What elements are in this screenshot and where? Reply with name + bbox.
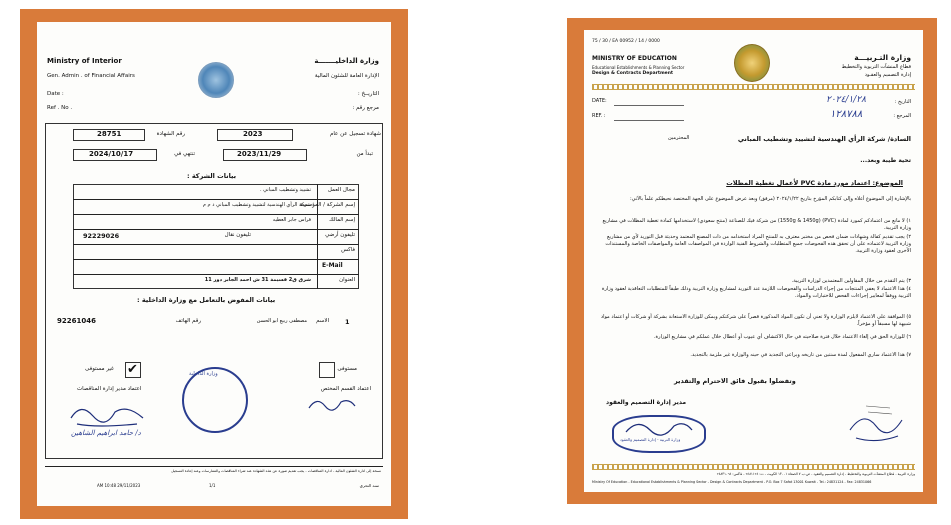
company-row-label: E-Mail <box>322 262 343 269</box>
date-label: DATE: <box>592 98 607 104</box>
en-dept: Design & Contracts Department <box>592 71 674 76</box>
company-row-rule <box>73 199 359 200</box>
footer-arabic: وزارة التربية - قطاع المنشآت التربوية والتخطيط - إدارة التصميم والعقود - ص.ب ٧ الصفاة ١٣٠٠١ الكويت - ت: ٢٤٨١١٢٤ - فاكس: ٢٤٨٣١٠٦٤ <box>716 472 915 476</box>
check-mark-icon: ✔ <box>127 362 138 377</box>
footer-page: 1/1 <box>209 483 216 488</box>
stamp-text: وزارة الداخلية <box>189 371 218 377</box>
signature-dept <box>307 394 357 414</box>
company-row-label: فاكس <box>341 247 355 253</box>
company-row-rule <box>73 274 359 275</box>
cert-number-value: 28751 <box>97 130 122 138</box>
compliant-checkbox[interactable] <box>319 362 335 378</box>
point-item: ٣) يتم التقدم من خلال المقاولين المعتمدين لوزارة التربية. <box>791 278 911 284</box>
company-row-label: مجال العمل <box>327 187 355 193</box>
signature-initials <box>846 400 906 450</box>
ar-sector: قطاع المنشآت التربوية والتخطيط <box>841 64 911 70</box>
point-item: ١) لا مانع من اعتمادكم كمورد لمادة (PVC) (1550g & 1450g) من شركة فيك للصناعة (منتج سعودي) لاستخدامها كمادة تغطية المظلات في مشاريع وزارة التربية. <box>602 218 911 231</box>
point-item: ٦) للوزارة الحق في إلغاء الاعتماد خلال فترة صلاحيته في حال الاكتشاف أي عيوب أو أعطال خلال عملكم في مشاريع الوزارة. <box>653 334 911 340</box>
footer-rule <box>45 466 383 467</box>
cert-start-date: 2023/11/29 <box>237 150 282 158</box>
delegate-index: 1 <box>345 318 350 326</box>
company-row-rule <box>73 214 359 215</box>
noncompliant-label: غير مستوفى <box>85 366 114 372</box>
company-row-label: إسم الشركة / المؤسسة <box>299 202 355 208</box>
approval-tenders-label: اعتماد مدير إدارة المناقصات <box>77 386 142 392</box>
ar-ref-label: المرجع : <box>893 113 911 119</box>
cert-start-label: تبدأ من <box>356 151 373 157</box>
signature-director <box>624 416 694 438</box>
footer-time: AM 10:48 29/11/2023 <box>97 483 141 488</box>
footer-right: سند التحري <box>359 483 379 488</box>
point-item: ٥) الموافقة على الاعتماد لايلزم الوزارة ولا تعني أن تكون المواد المذكورة قصراً على شركتكم ويمكن للوزارة الاستعانة بشركة أو شركات أو اعتماد مواد شبيهة لها مسبقاً أو مؤخراً. <box>600 314 911 327</box>
respected-label: المحترمين <box>668 135 690 141</box>
delegate-phone: 92261046 <box>57 317 96 325</box>
company-row-rule <box>73 229 359 230</box>
company-row-rule <box>73 259 359 260</box>
company-row-value: فراس جابر العطيه <box>272 217 311 223</box>
point-item: ٢) يجب تقديم كفالة وشهادات ضمان فحص من مختبر معترف به للمنتج المراد استخدامه من ذات المصنع المعتمد وحديثة قبل التوريد لأي من مشاريع وزارة التربية لاعتماده على أن تحقق هذه الفحوصات جميع المتطلبات والشروط الفنية الواردة في المواصفات العامة والمواصفات الخاصة والمستندات الأخرى لعقود وزارة التربية. <box>605 234 911 254</box>
subject-line: الموضوع: اعتماد مورد مادة PVC لأعمال تغطية المظلات <box>726 179 903 187</box>
delegate-phone-label: رقم الهاتف <box>175 318 201 324</box>
kuwait-emblem-icon <box>734 44 770 82</box>
top-reference: 75 / 30 / EA 00952 / 14 / 0000 <box>592 39 660 44</box>
company-row-value: شرق ق2 قسيمة 31 ش احمد الجابر دور 11 <box>204 277 311 283</box>
cert-year-label: شهادة تسجيل عن عام <box>329 131 381 137</box>
company-row-label: العنوان <box>339 277 355 283</box>
ref-label: REF. : <box>592 113 606 119</box>
en-sector: Educational Establishments & Planning Sector <box>592 65 685 70</box>
delegate-section-title: بيانات المفوض بالتعامل مع وزارة الداخلية : <box>137 296 276 304</box>
intro-paragraph: بالإشارة إلى الموضوع أعلاه وإلى كتابكم المؤرخ بتاريخ ٢٠٢٤/١/٢٢ (مرفق) وبعد عرض الموضوع على الجهة المختصة نحيطكم علماً بالآتي: <box>629 196 911 202</box>
en-dept-title: Gen. Admin . of Financial Affairs <box>47 73 135 79</box>
cert-number-label: رقم الشهادة <box>156 131 185 137</box>
header-decor-band <box>592 84 915 90</box>
mobile-label: تليفون نقال <box>224 232 251 238</box>
en-date-label: Date : <box>47 91 64 97</box>
ar-dept: إدارة التصميم والعقـود <box>864 72 911 78</box>
greeting: تحية طيبة وبعد... <box>860 157 911 164</box>
company-row-rule <box>73 244 359 245</box>
en-ministry-title: Ministry of Interior <box>47 57 122 65</box>
footer-decor-band <box>592 464 915 470</box>
closing-line: وتفضلوا بقبول فائق الاحترام والتقدير <box>674 377 796 385</box>
ar-ministry-title: وزارة التـربيـــة <box>854 53 911 62</box>
footer-note: نسخة إلى ادارة الشئون المالية - ادارة المناقصات - يجب تقديم صورة عن هذه الشهادة عند شراء المناقصات والممارسات وعند إعادة التسجيل <box>171 469 381 473</box>
ar-ministry-title: وزارة الداخليـــــــة <box>314 57 379 65</box>
company-row-label: تليفون أرضي <box>325 232 355 238</box>
ar-dept-title: الإدارة العامة للشئون المالية <box>314 73 379 79</box>
delegate-name-label: الاسم <box>316 318 329 324</box>
company-row-value: تشييد وتشطيب المباني . <box>259 187 311 193</box>
company-row-value: شركة الرأي الهندسية لتشييد وتشطيب المباني ذ م م <box>202 202 311 208</box>
date-field-line <box>614 105 684 106</box>
handwritten-date: ٢٠٢٤/١/٢٨ <box>826 95 866 105</box>
ar-ref-label: مرجع رقم : <box>352 105 379 111</box>
handwritten-ref: ١٢٨٧٨٨ <box>830 109 863 120</box>
company-row-label: إسم المالك <box>329 217 355 223</box>
cert-end-label: تنتهي في <box>174 151 195 157</box>
ar-date-label: التاريــخ : <box>357 91 379 97</box>
signatory-title: مدير إدارة التصميم والعقود <box>606 399 687 406</box>
point-item: ٤) هذا الاعتماد لا يعفي المنتجات من إجراء الدراسات والفحوصات اللازمة عند التوريد لمشاريع وزارة التربية وذلك طبقاً للمتطلبات التعاقدية لعقود وزارة التربية ووفقاً لمعايير إجراءات الفحص للاختبارات والمواد. <box>601 286 911 299</box>
addressee: السادة/ شركة الرأي الهندسية لتشييد وتشطيب المباني <box>737 135 911 143</box>
cert-end-date: 2024/10/17 <box>89 150 134 158</box>
point-item: ٧) هذا الاعتماد ساري المفعول لمدة سنتين من تاريخه ويراعى التجديد في حينه والوزارة غير ملزمة بالتجديد. <box>690 352 911 358</box>
delegate-name: مصطفى ربيع ابو الحسن <box>256 318 307 324</box>
left-document-page <box>37 22 391 506</box>
company-section-title: بيانات الشركة : <box>187 172 237 180</box>
en-ministry-title: MINISTRY OF EDUCATION <box>592 55 677 62</box>
ar-date-label: التاريخ : <box>894 99 911 105</box>
signature-name: د/ حامد ابراهيم الشاهين <box>71 429 141 437</box>
en-ref-label: Ref . No . <box>47 105 73 111</box>
mobile-value: 92229026 <box>83 232 120 240</box>
approval-dept-label: اعتماد القسم المختص <box>320 386 371 392</box>
kuwait-emblem-icon <box>198 62 234 98</box>
footer-english: Ministry Of Education - Educational Establishments & Planning Sector - Design & Contracts Department - P.O. Box 7 Safat 13001 Kuwait - Tel.: 24831124 - Fax: 24831066 <box>592 480 872 484</box>
ref-field-line <box>614 120 684 121</box>
right-document-page <box>584 30 923 492</box>
compliant-label: مستوفى <box>337 366 357 372</box>
stamp-text: وزارة التربية - إدارة التصميم والعقود <box>620 437 681 442</box>
cert-year-value: 2023 <box>243 130 263 138</box>
signature-tenders <box>67 398 147 430</box>
